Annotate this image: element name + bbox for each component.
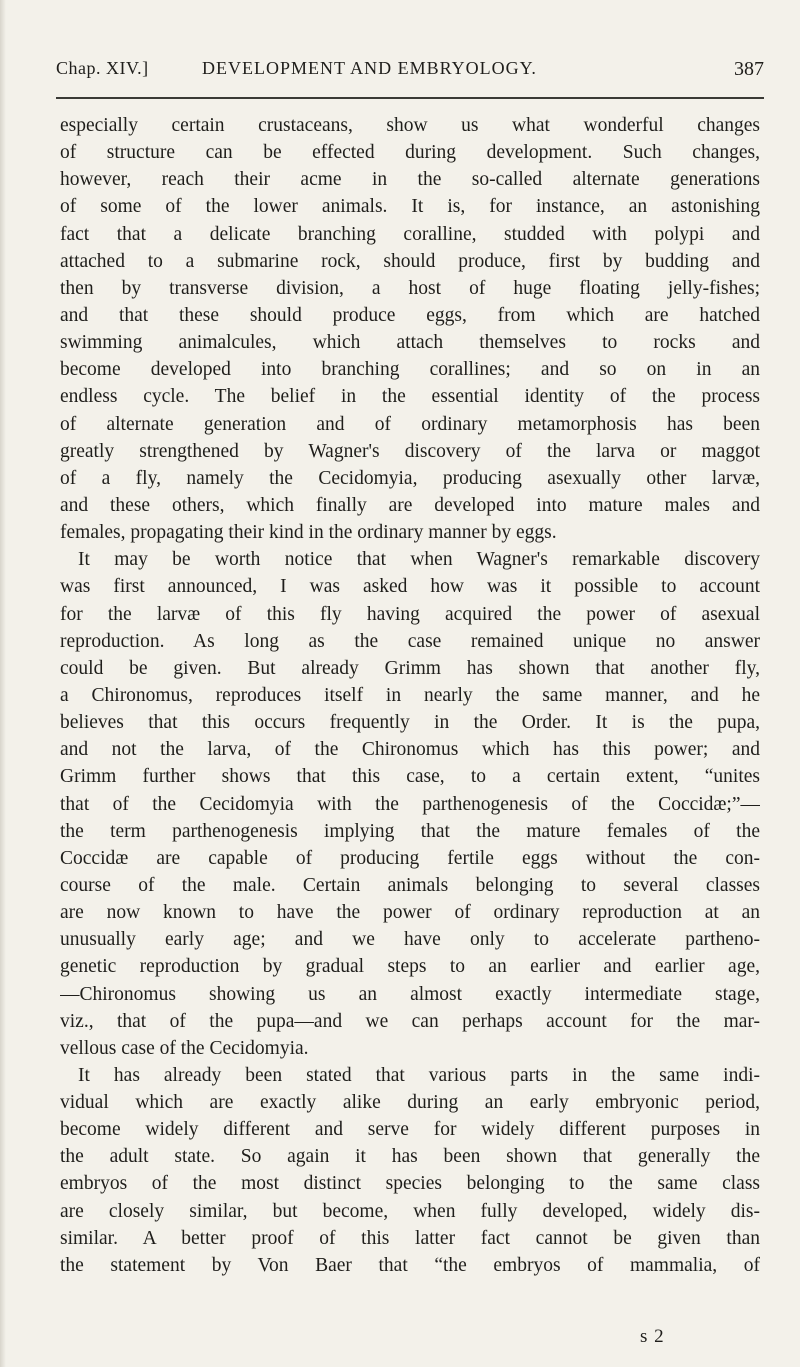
text-line: and that these should produce eggs, from which are hatched [60,304,760,326]
text-line: course of the male. Certain animals belonging to several classes [60,874,760,896]
text-line: the adult state. So again it has been shown that generally the [60,1146,760,1168]
body-text [60,112,760,1279]
text-line: —Chironomus showing us an almost exactly intermediate stage, [60,983,760,1005]
text-line: attached to a submarine rock, should produce, first by budding and [60,250,760,272]
text-line: then by transverse division, a host of huge floating jelly-fishes; [60,277,760,299]
text-line: It has already been stated that various parts in the same indi- [78,1064,760,1086]
text-line: are now known to have the power of ordinary reproduction at an [60,902,760,924]
text-line: of a fly, namely the Cecidomyia, producing asexually other larvæ, [60,467,760,489]
text-line: could be given. But already Grimm has shown that another fly, [60,657,760,679]
text-line: become developed into branching corallines; and so on in an [60,359,760,381]
page-number: 387 [734,58,764,80]
text-line: endless cycle. The belief in the essential identity of the process [60,386,760,408]
text-line: a Chironomus, reproduces itself in nearly the same manner, and he [60,684,760,706]
text-line: and these others, which finally are developed into mature males and [60,494,760,516]
text-line: similar. A better proof of this latter fact cannot be given than [60,1227,760,1249]
text-line: Coccidæ are capable of producing fertile eggs without the con- [60,847,760,869]
text-line: of some of the lower animals. It is, for instance, an astonishing [60,196,760,218]
text-line: vellous case of the Cecidomyia. [60,1037,309,1059]
page-edge-shadow [0,0,6,1367]
text-line: fact that a delicate branching coralline, studded with polypi and [60,223,760,245]
text-line: It may be worth notice that when Wagner's remarkable discovery [78,549,760,571]
text-line: greatly strengthened by Wagner's discovery of the larva or maggot [60,440,760,462]
running-head [56,58,764,88]
text-line: the term parthenogenesis implying that the mature females of the [60,820,760,842]
text-line: believes that this occurs frequently in the Order. It is the pupa, [60,712,760,734]
header-rule [56,97,764,99]
signature-mark: s 2 [640,1326,665,1347]
text-line: embryos of the most distinct species belonging to the same class [60,1173,760,1195]
text-line: unusually early age; and we have only to accelerate partheno- [60,929,760,951]
text-line: genetic reproduction by gradual steps to an earlier and earlier age, [60,956,760,978]
text-line: of alternate generation and of ordinary metamorphosis has been [60,413,760,435]
chapter-label: Chap. XIV.] [56,58,149,78]
text-line: especially certain crustaceans, show us what wonderful changes [60,115,760,136]
text-line: become widely different and serve for widely different purposes in [60,1119,760,1141]
text-line: viz., that of the pupa—and we can perhaps account for the mar- [60,1010,760,1032]
running-title: DEVELOPMENT AND EMBRYOLOGY. [202,58,537,78]
text-line: are closely similar, but become, when fully developed, widely dis- [60,1200,760,1222]
text-line: of structure can be effected during development. Such changes, [60,142,760,164]
text-line: that of the Cecidomyia with the parthenogenesis of the Coccidæ;”— [60,793,760,815]
text-line: reproduction. As long as the case remained unique no answer [60,630,760,652]
text-line: Grimm further shows that this case, to a certain extent, “unites [60,766,760,788]
text-line: for the larvæ of this fly having acquired the power of asexual [60,603,760,625]
text-line: females, propagating their kind in the ordinary manner by eggs. [60,522,557,544]
text-line: and not the larva, of the Chironomus which has this power; and [60,739,760,761]
text-line: the statement by Von Baer that “the embryos of mammalia, of [60,1254,760,1276]
text-line: was first announced, I was asked how was it possible to account [60,576,760,598]
text-line: however, reach their acme in the so-called alternate generations [60,169,760,191]
text-line: vidual which are exactly alike during an early embryonic period, [60,1092,760,1114]
text-line: swimming animalcules, which attach themselves to rocks and [60,332,760,354]
